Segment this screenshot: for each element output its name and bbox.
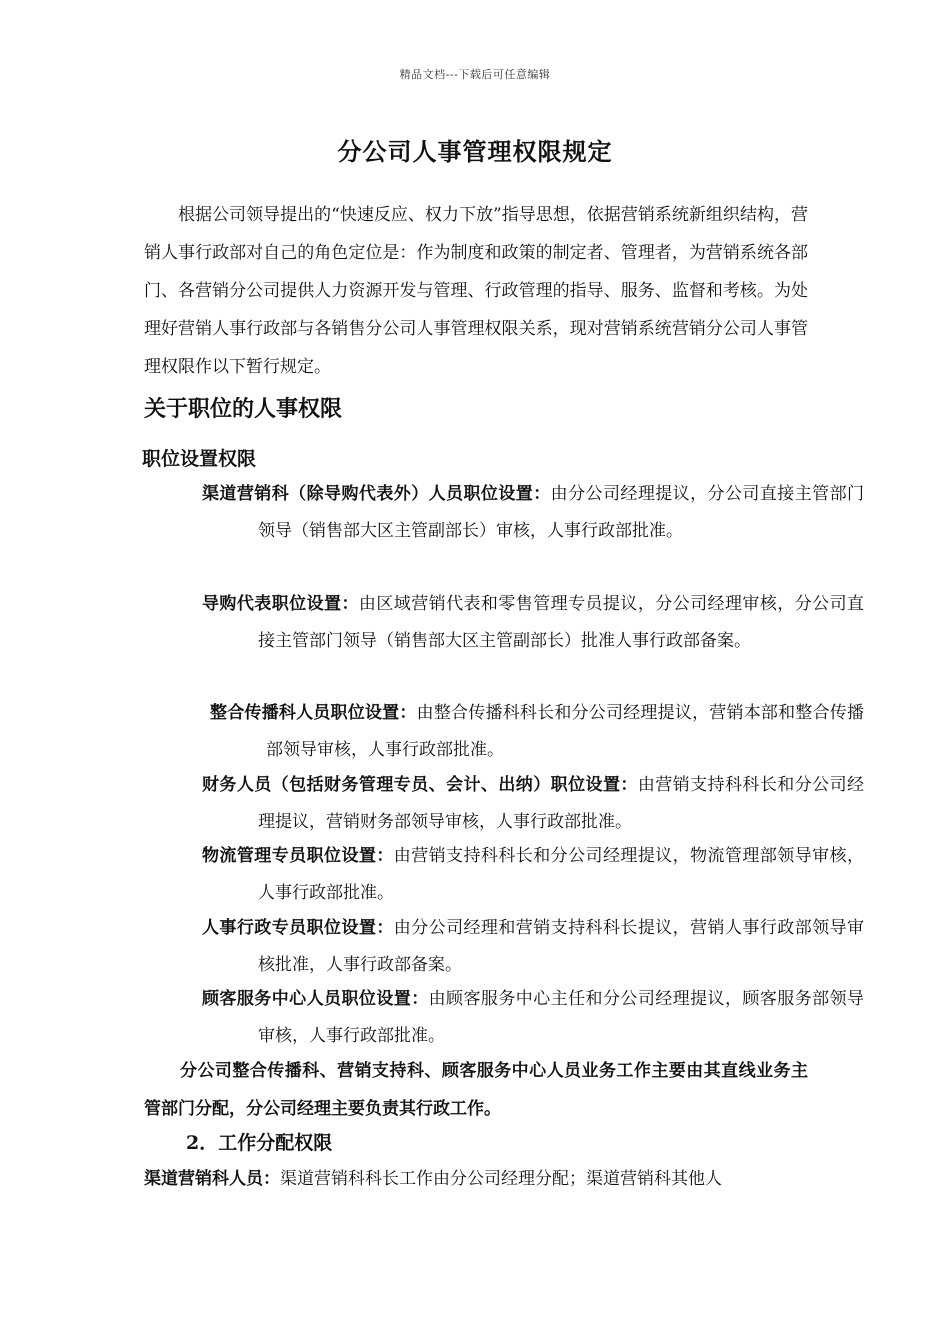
position-item-text: 由分公司经理和营销支持科科长提议，营销人事行政部领导审核批准，人事行政部备案。 — [258, 918, 865, 975]
position-item-label: 渠道营销科（除导购代表外）人员职位设置： — [202, 484, 551, 504]
intro-paragraph: 根据公司领导提出的“快速反应、权力下放”指导思想，依据营销系统新组织结构，营销人事行政部对自己的角色定位是：作为制度和政策的制定者、管理者，为营销系统各部门、各营销分公司提供人力资源开发与管理、行政管理的指导、服务、监督和考核。为处理好营销人事行政部与各销售分公司人事管理权限关系，现对营销系统营销分公司人事管理权限作以下暂行规定。 — [144, 205, 808, 377]
channel-staff-label: 渠道营销科人员： — [144, 1169, 280, 1189]
subsection-heading-position-setup: 职位设置权限 — [142, 448, 257, 470]
position-item-text: 由营销支持科科长和分公司经理提议，物流管理部领导审核，人事行政部批准。 — [258, 846, 865, 903]
position-item-label: 顾客服务中心人员职位设置： — [202, 989, 429, 1009]
subsection-heading-work-assignment: 2．工作分配权限 — [186, 1132, 333, 1154]
work-assignment-note: 分公司整合传播科、营销支持科、顾客服务中心人员业务工作主要由其直线业务主管部门分配，分公司经理主要负责其行政工作。 — [144, 1061, 808, 1119]
position-item-label: 导购代表职位设置： — [202, 594, 359, 614]
section-heading-position-rights: 关于职位的人事权限 — [144, 396, 343, 422]
position-item-text: 由营销支持科科长和分公司经理提议，营销财务部领导审核，人事行政部批准。 — [258, 775, 865, 832]
header-note: 精品文档---下载后可任意编辑 — [399, 68, 551, 81]
channel-staff-text: 渠道营销科科长工作由分公司经理分配；渠道营销科其他人 — [280, 1169, 722, 1189]
position-item — [202, 767, 864, 841]
position-item-label: 财务人员（包括财务管理专员、会计、出纳）职位设置： — [202, 775, 638, 795]
position-item-label: 物流管理专员职位设置： — [202, 846, 394, 866]
position-item-text: 由分公司经理提议，分公司直接主管部门领导（销售部大区主管副部长）审核，人事行政部批准。 — [258, 484, 865, 541]
position-item — [210, 695, 864, 769]
position-item — [202, 476, 864, 550]
position-item — [202, 838, 864, 912]
position-item — [202, 981, 864, 1055]
document-title: 分公司人事管理权限规定 — [337, 137, 613, 166]
position-item-text: 由区域营销代表和零售管理专员提议，分公司经理审核，分公司直接主管部门领导（销售部大区主管副部长）批准人事行政部备案。 — [258, 594, 865, 651]
position-item-label: 整合传播科人员职位设置： — [210, 703, 417, 723]
position-item — [202, 586, 864, 660]
position-item-text: 由顾客服务中心主任和分公司经理提议，顾客服务部领导审核，人事行政部批准。 — [258, 989, 865, 1046]
channel-staff-paragraph — [144, 1160, 808, 1198]
position-item-label: 人事行政专员职位设置： — [202, 918, 394, 938]
position-item — [202, 910, 864, 984]
position-item-text: 由整合传播科科长和分公司经理提议，营销本部和整合传播部领导审核，人事行政部批准。 — [266, 703, 865, 760]
